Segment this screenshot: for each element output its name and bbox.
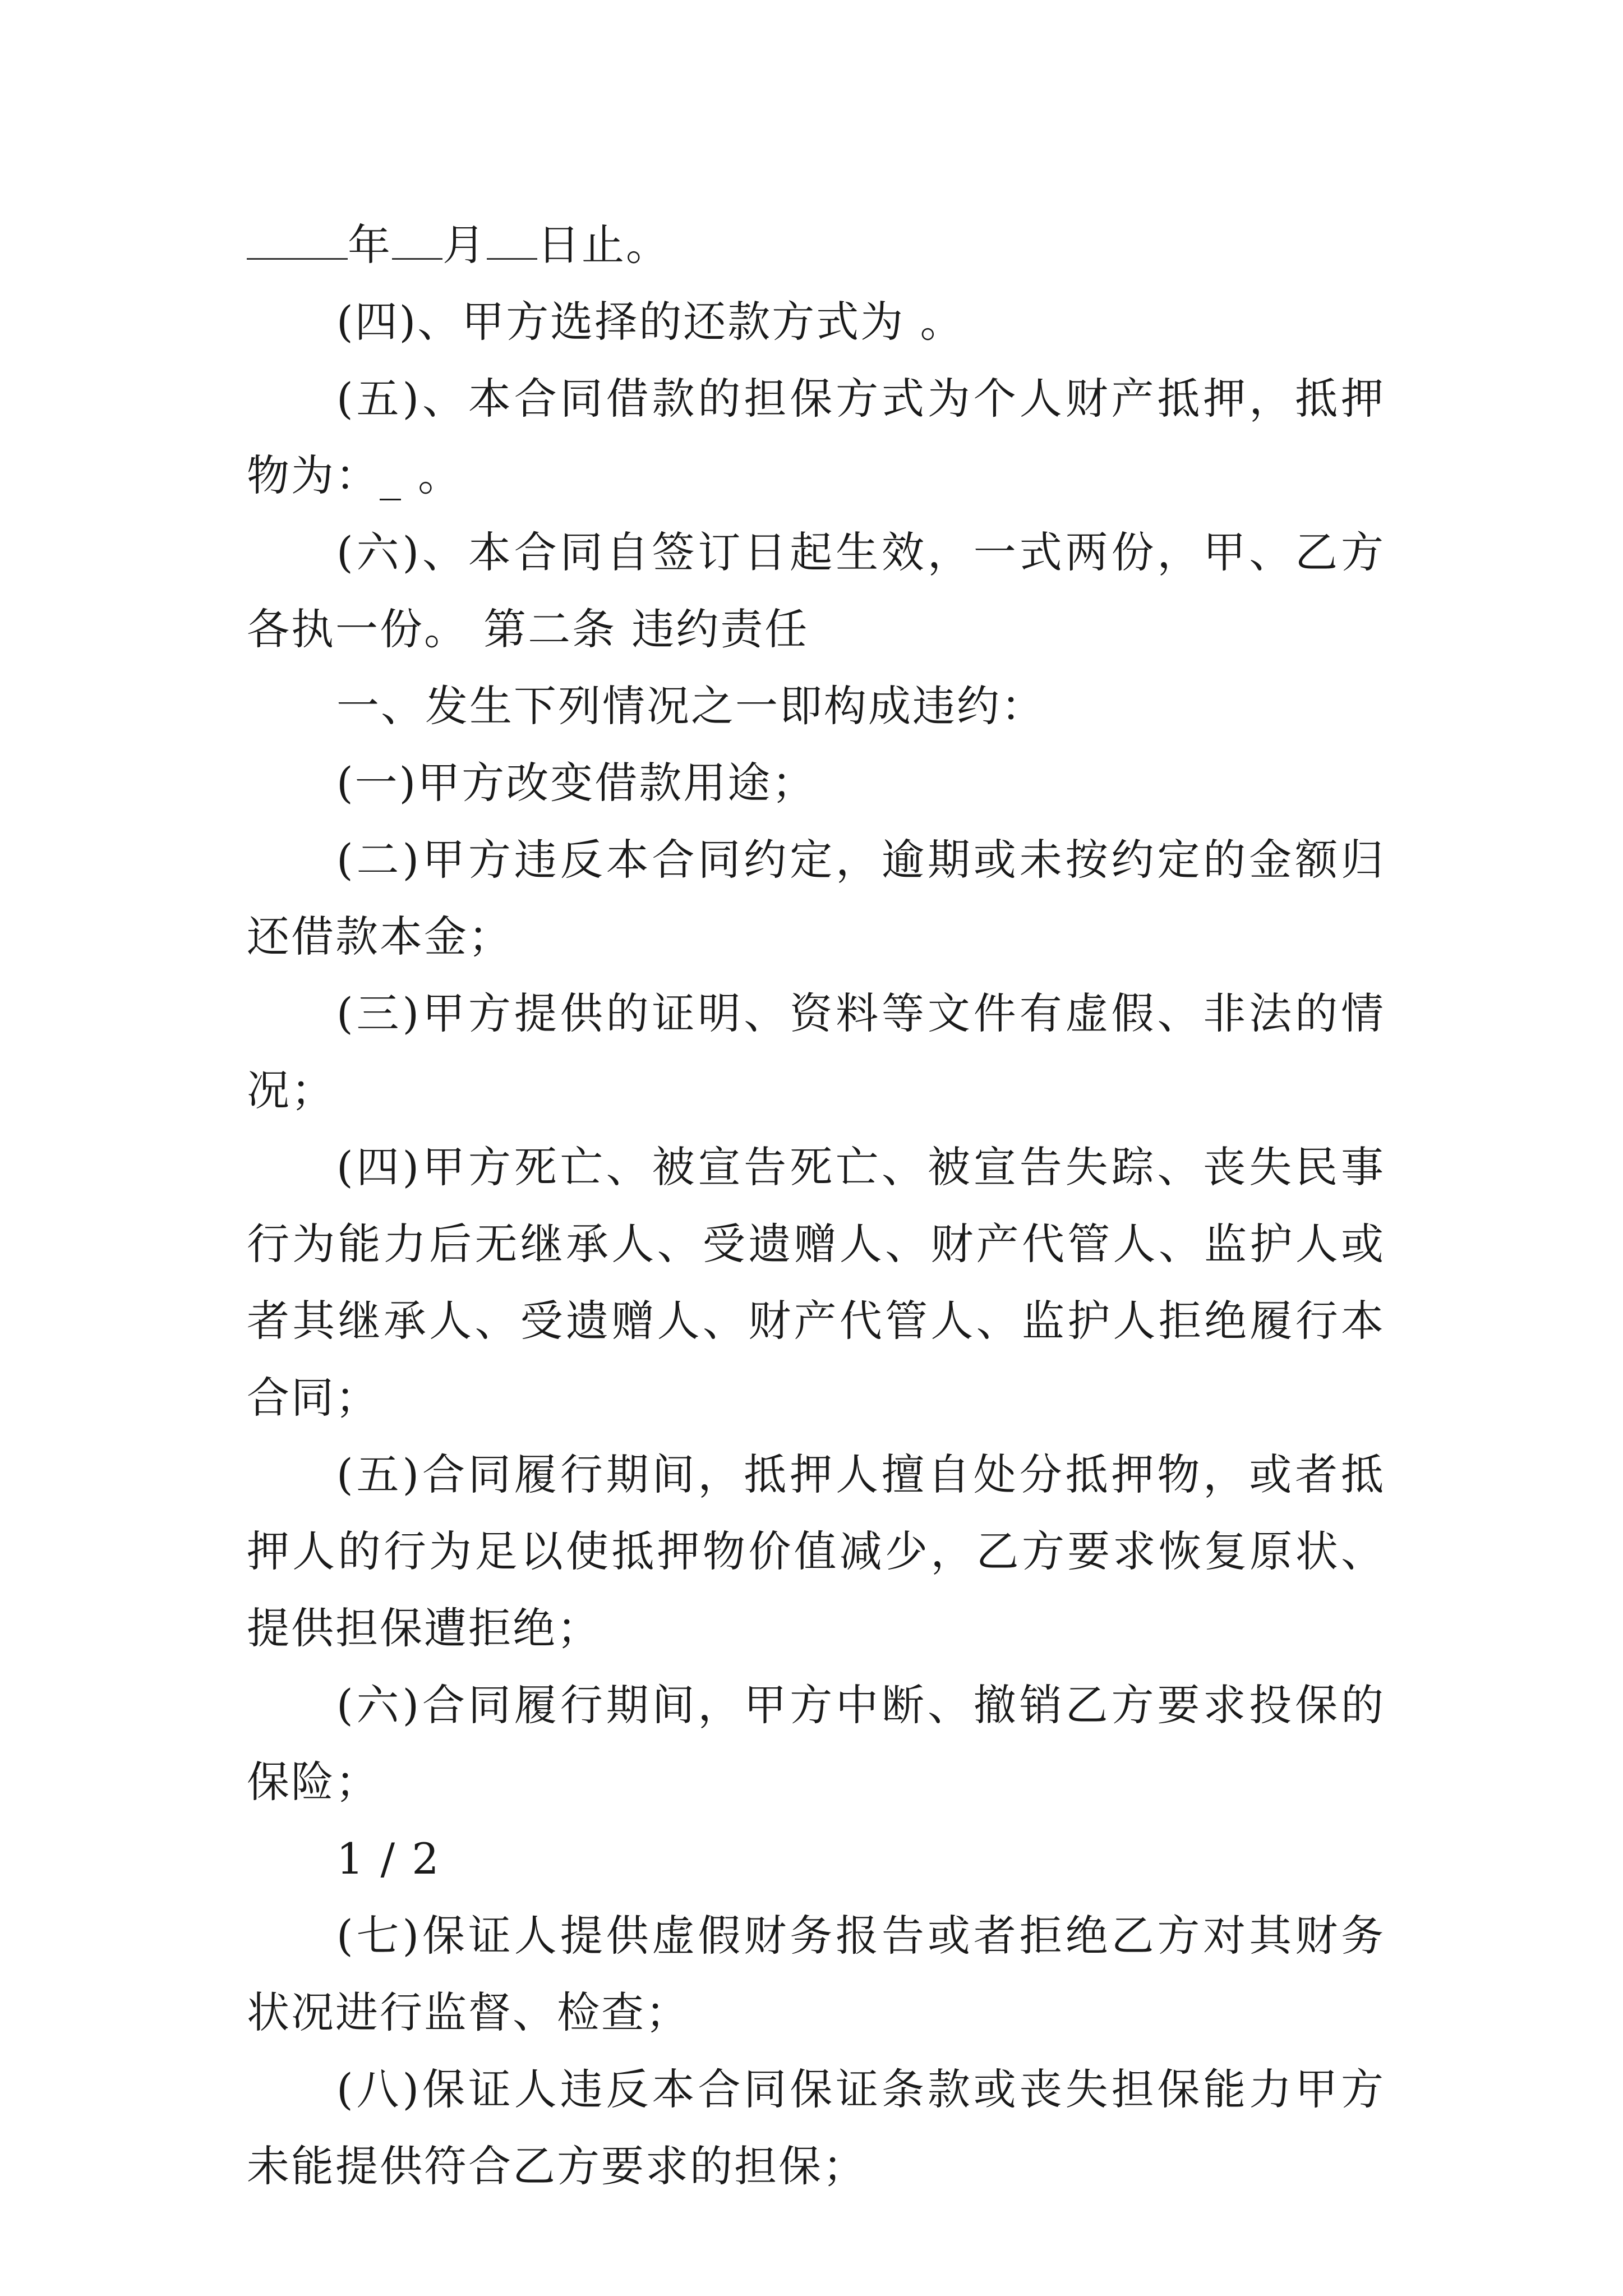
clause-6-effect: (六)、本合同自签订日起生效，一式两份，甲、乙方各执一份。 第二条 违约责任 [247,527,1385,654]
breach-item-3: (三)甲方提供的证明、资料等文件有虚假、非法的情况； [247,988,1385,1115]
clause-4-repayment: (四)、甲方选择的还款方式为 。 [336,297,965,347]
breach-intro: 一、发生下列情况之一即构成违约： [336,681,1045,731]
day-label: 日止。 [537,220,670,270]
day-blank [487,219,537,260]
breach-item-5: (五)合同履行期间，抵押人擅自处分抵押物，或者抵押人的行为足以使抵押物价值减少，乙方要求恢复原状、提供担保遭拒绝； [247,1450,1385,1653]
breach-item-2: (二)甲方违反本合同约定，逾期或未按约定的金额归还借款本金； [247,835,1385,961]
breach-item-1: (一)甲方改变借款用途； [336,758,817,808]
document-body [247,206,1385,2205]
breach-item-6: (六)合同履行期间，甲方中断、撤销乙方要求投保的保险； [247,1680,1385,1807]
year-label: 年 [348,220,392,270]
breach-item-7: (七)保证人提供虚假财务报告或者拒绝乙方对其财务状况进行监督、检查； [247,1911,1385,2037]
month-blank [392,219,442,260]
breach-item-8: (八)保证人违反本合同保证条款或丧失担保能力甲方未能提供符合乙方要求的担保； [247,2064,1385,2191]
year-blank [247,219,348,260]
month-label: 月 [442,220,487,270]
page-number: 1 / 2 [336,1834,441,1884]
breach-item-4: (四)甲方死亡、被宣告死亡、被宣告失踪、丧失民事行为能力后无继承人、受遗赠人、财产代管人、监护人或者其继承人、受遗赠人、财产代管人、监护人拒绝履行本合同； [247,1142,1385,1423]
date-line [247,206,1385,283]
clause-5-guarantee: (五)、本合同借款的担保方式为个人财产抵押，抵押物为：_ 。 [247,374,1385,500]
